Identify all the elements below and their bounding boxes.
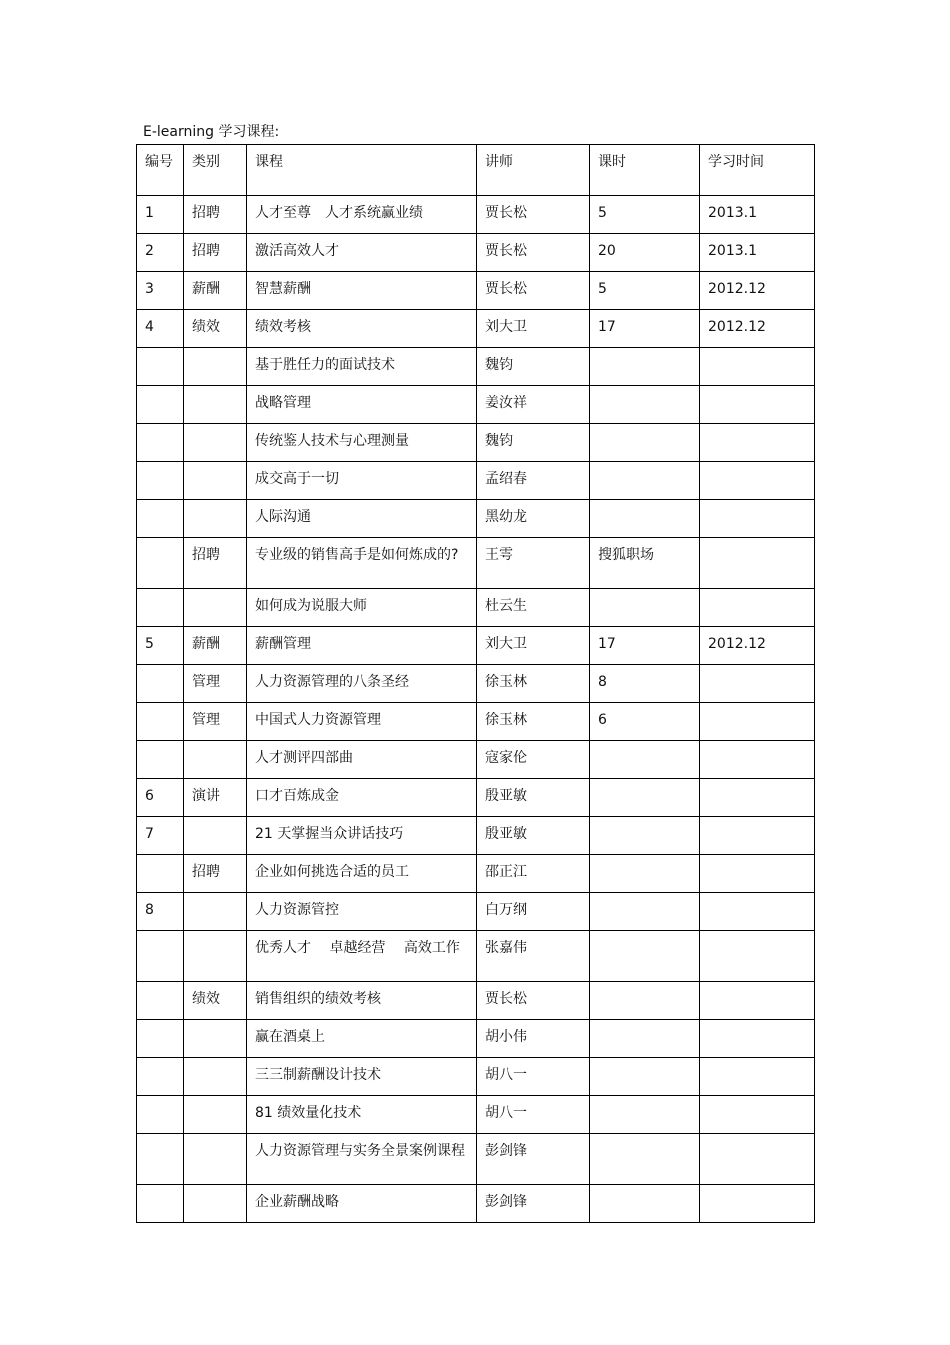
cell-course: 销售组织的绩效考核	[247, 982, 477, 1020]
cell-number	[137, 855, 184, 893]
cell-number	[137, 1058, 184, 1096]
header-category: 类别	[184, 145, 247, 196]
cell-category: 绩效	[184, 310, 247, 348]
cell-teacher: 徐玉林	[477, 665, 590, 703]
cell-study-time	[700, 1185, 815, 1223]
cell-course: 成交高于一切	[247, 462, 477, 500]
cell-study-time	[700, 1096, 815, 1134]
cell-study-time	[700, 703, 815, 741]
cell-number	[137, 462, 184, 500]
cell-course: 人力资源管理与实务全景案例课程	[247, 1134, 477, 1185]
page-title: E-learning 学习课程:	[143, 124, 280, 140]
cell-course: 基于胜任力的面试技术	[247, 348, 477, 386]
cell-hours	[590, 1058, 700, 1096]
table-row	[137, 589, 815, 627]
cell-teacher: 孟绍春	[477, 462, 590, 500]
cell-category: 招聘	[184, 855, 247, 893]
cell-number	[137, 1020, 184, 1058]
cell-number: 7	[137, 817, 184, 855]
cell-teacher: 白万纲	[477, 893, 590, 931]
table-row	[137, 1020, 815, 1058]
cell-course: 81 绩效量化技术	[247, 1096, 477, 1134]
cell-hours	[590, 1134, 700, 1185]
table-row	[137, 931, 815, 982]
cell-course: 人力资源管控	[247, 893, 477, 931]
table-row	[137, 1058, 815, 1096]
table-row	[137, 893, 815, 931]
cell-course: 中国式人力资源管理	[247, 703, 477, 741]
cell-category	[184, 462, 247, 500]
cell-category	[184, 1096, 247, 1134]
course-table	[136, 144, 815, 1223]
cell-hours	[590, 893, 700, 931]
cell-category	[184, 893, 247, 931]
header-hours: 课时	[590, 145, 700, 196]
cell-number: 3	[137, 272, 184, 310]
cell-number	[137, 538, 184, 589]
cell-teacher: 彭剑锋	[477, 1134, 590, 1185]
cell-course: 赢在酒桌上	[247, 1020, 477, 1058]
cell-teacher: 贾长松	[477, 982, 590, 1020]
cell-hours	[590, 982, 700, 1020]
cell-hours	[590, 1096, 700, 1134]
cell-study-time	[700, 424, 815, 462]
cell-teacher: 刘大卫	[477, 310, 590, 348]
cell-category: 薪酬	[184, 627, 247, 665]
cell-hours: 5	[590, 196, 700, 234]
cell-teacher: 胡小伟	[477, 1020, 590, 1058]
cell-study-time: 2013.1	[700, 234, 815, 272]
cell-study-time: 2013.1	[700, 196, 815, 234]
cell-teacher: 魏钧	[477, 424, 590, 462]
cell-teacher: 殷亚敏	[477, 779, 590, 817]
cell-number: 1	[137, 196, 184, 234]
cell-category	[184, 386, 247, 424]
cell-number	[137, 1096, 184, 1134]
cell-study-time	[700, 665, 815, 703]
cell-number	[137, 500, 184, 538]
cell-hours	[590, 855, 700, 893]
table-row	[137, 1134, 815, 1185]
cell-course: 智慧薪酬	[247, 272, 477, 310]
cell-category	[184, 424, 247, 462]
cell-hours	[590, 741, 700, 779]
cell-category	[184, 1058, 247, 1096]
cell-study-time	[700, 462, 815, 500]
cell-teacher: 徐玉林	[477, 703, 590, 741]
cell-course: 企业薪酬战略	[247, 1185, 477, 1223]
cell-teacher: 刘大卫	[477, 627, 590, 665]
table-row	[137, 1185, 815, 1223]
table-header-row	[137, 145, 815, 196]
cell-course: 专业级的销售高手是如何炼成的?	[247, 538, 477, 589]
cell-number	[137, 1134, 184, 1185]
cell-hours	[590, 779, 700, 817]
table-row	[137, 310, 815, 348]
table-row	[137, 1096, 815, 1134]
cell-hours: 17	[590, 310, 700, 348]
table-row	[137, 272, 815, 310]
cell-teacher: 寇家伦	[477, 741, 590, 779]
cell-category: 薪酬	[184, 272, 247, 310]
cell-category	[184, 1020, 247, 1058]
cell-number: 8	[137, 893, 184, 931]
cell-teacher: 杜云生	[477, 589, 590, 627]
cell-number	[137, 703, 184, 741]
header-study-time: 学习时间	[700, 145, 815, 196]
table-row	[137, 462, 815, 500]
cell-hours: 5	[590, 272, 700, 310]
cell-study-time	[700, 500, 815, 538]
header-teacher: 讲师	[477, 145, 590, 196]
cell-teacher: 邵正江	[477, 855, 590, 893]
cell-hours	[590, 386, 700, 424]
cell-hours	[590, 589, 700, 627]
cell-teacher: 胡八一	[477, 1058, 590, 1096]
cell-study-time	[700, 1134, 815, 1185]
cell-course: 21 天掌握当众讲话技巧	[247, 817, 477, 855]
cell-hours	[590, 931, 700, 982]
table-row	[137, 196, 815, 234]
table-row	[137, 982, 815, 1020]
cell-number	[137, 982, 184, 1020]
cell-category	[184, 1185, 247, 1223]
cell-category	[184, 1134, 247, 1185]
cell-hours	[590, 1020, 700, 1058]
cell-study-time: 2012.12	[700, 272, 815, 310]
table-row	[137, 855, 815, 893]
cell-study-time	[700, 589, 815, 627]
cell-category: 招聘	[184, 234, 247, 272]
cell-hours	[590, 817, 700, 855]
header-course: 课程	[247, 145, 477, 196]
table-row	[137, 779, 815, 817]
cell-number	[137, 348, 184, 386]
cell-category	[184, 931, 247, 982]
cell-number: 4	[137, 310, 184, 348]
cell-number	[137, 665, 184, 703]
table-row	[137, 665, 815, 703]
cell-study-time	[700, 893, 815, 931]
cell-study-time	[700, 538, 815, 589]
cell-category: 管理	[184, 703, 247, 741]
table-row	[137, 424, 815, 462]
cell-category	[184, 741, 247, 779]
cell-number: 6	[137, 779, 184, 817]
cell-hours	[590, 348, 700, 386]
table-row	[137, 741, 815, 779]
table-row	[137, 500, 815, 538]
cell-teacher: 黑幼龙	[477, 500, 590, 538]
cell-number	[137, 741, 184, 779]
cell-course: 优秀人才 卓越经营 高效工作	[247, 931, 477, 982]
cell-hours: 17	[590, 627, 700, 665]
cell-teacher: 彭剑锋	[477, 1185, 590, 1223]
cell-teacher: 胡八一	[477, 1096, 590, 1134]
table-row	[137, 703, 815, 741]
cell-hours	[590, 1185, 700, 1223]
cell-study-time	[700, 741, 815, 779]
cell-category: 招聘	[184, 538, 247, 589]
cell-study-time	[700, 386, 815, 424]
cell-number	[137, 931, 184, 982]
header-number: 编号	[137, 145, 184, 196]
cell-hours	[590, 500, 700, 538]
cell-category: 演讲	[184, 779, 247, 817]
cell-study-time	[700, 931, 815, 982]
cell-course: 绩效考核	[247, 310, 477, 348]
cell-hours: 6	[590, 703, 700, 741]
table-row	[137, 817, 815, 855]
cell-study-time: 2012.12	[700, 310, 815, 348]
cell-course: 三三制薪酬设计技术	[247, 1058, 477, 1096]
cell-study-time	[700, 348, 815, 386]
cell-study-time	[700, 1020, 815, 1058]
table-row	[137, 627, 815, 665]
cell-course: 传统鉴人技术与心理测量	[247, 424, 477, 462]
table-row	[137, 234, 815, 272]
cell-course: 人才测评四部曲	[247, 741, 477, 779]
cell-category: 管理	[184, 665, 247, 703]
cell-teacher: 张嘉伟	[477, 931, 590, 982]
cell-study-time	[700, 855, 815, 893]
cell-study-time	[700, 982, 815, 1020]
cell-number: 5	[137, 627, 184, 665]
cell-study-time: 2012.12	[700, 627, 815, 665]
cell-category: 绩效	[184, 982, 247, 1020]
cell-course: 薪酬管理	[247, 627, 477, 665]
cell-number	[137, 1185, 184, 1223]
cell-category	[184, 500, 247, 538]
cell-teacher: 魏钧	[477, 348, 590, 386]
cell-teacher: 贾长松	[477, 272, 590, 310]
cell-course: 激活高效人才	[247, 234, 477, 272]
cell-course: 人才至尊 人才系统赢业绩	[247, 196, 477, 234]
cell-course: 人力资源管理的八条圣经	[247, 665, 477, 703]
cell-number	[137, 386, 184, 424]
cell-course: 企业如何挑选合适的员工	[247, 855, 477, 893]
cell-hours: 搜狐职场	[590, 538, 700, 589]
cell-teacher: 贾长松	[477, 196, 590, 234]
cell-course: 口才百炼成金	[247, 779, 477, 817]
cell-category: 招聘	[184, 196, 247, 234]
cell-number	[137, 589, 184, 627]
cell-category	[184, 589, 247, 627]
cell-hours	[590, 424, 700, 462]
cell-hours	[590, 462, 700, 500]
table-row	[137, 348, 815, 386]
cell-hours: 8	[590, 665, 700, 703]
cell-number	[137, 424, 184, 462]
cell-teacher: 王雩	[477, 538, 590, 589]
cell-number: 2	[137, 234, 184, 272]
cell-teacher: 殷亚敏	[477, 817, 590, 855]
cell-teacher: 贾长松	[477, 234, 590, 272]
cell-teacher: 姜汝祥	[477, 386, 590, 424]
cell-hours: 20	[590, 234, 700, 272]
cell-course: 战略管理	[247, 386, 477, 424]
table-row	[137, 386, 815, 424]
cell-study-time	[700, 817, 815, 855]
cell-study-time	[700, 1058, 815, 1096]
table-row	[137, 538, 815, 589]
cell-category	[184, 817, 247, 855]
cell-category	[184, 348, 247, 386]
cell-course: 如何成为说服大师	[247, 589, 477, 627]
cell-study-time	[700, 779, 815, 817]
cell-course: 人际沟通	[247, 500, 477, 538]
